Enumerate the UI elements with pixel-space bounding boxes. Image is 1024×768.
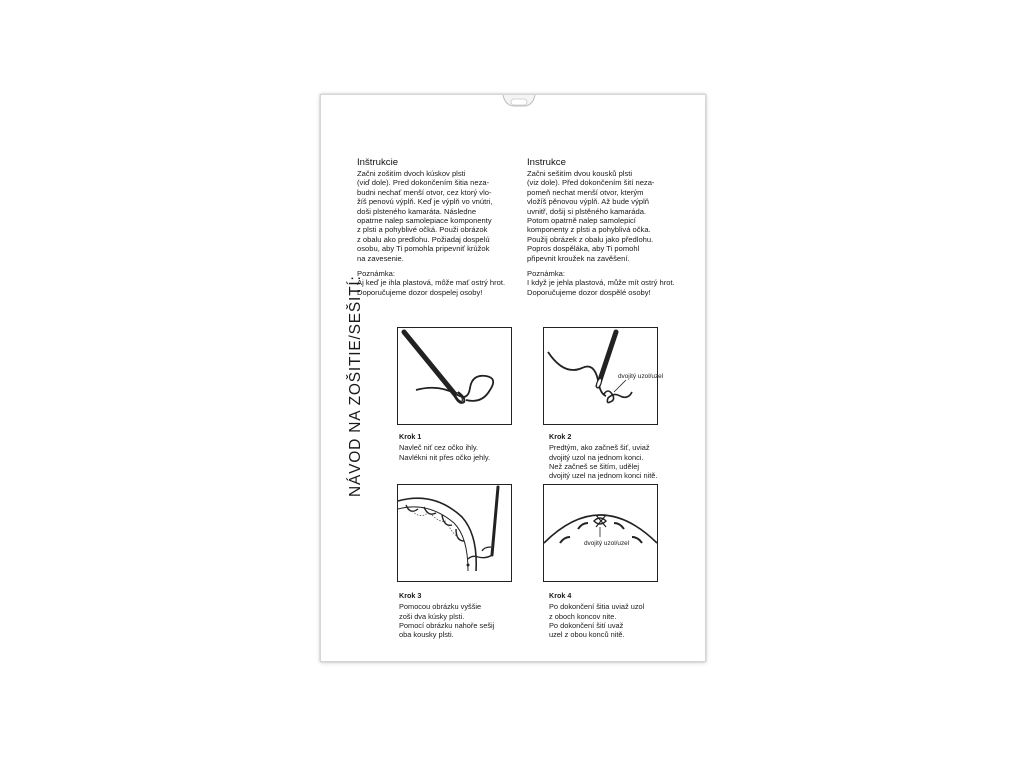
- instructions-body-sk: Začni zošitím dvoch kúskov plsti (viď dole). Pred dokončením šitia neza- budni nechať menší otvor, cez ktorý vlo- žíš penovú výplň. Keď je výplň vo vnútri, doši plsteného kamaráta. Následne opatrne nalep samolepiace komponenty z plsti a pohyblivé očká. Použi obrázok z obalu ako predlohu. Požiadaj dospelú osobu, aby Ti pomohla pripevniť krúžok na zavesenie.: [357, 169, 493, 263]
- instructions-czech: [527, 157, 687, 297]
- step-3-text: Pomocou obrázku vyššie zoši dva kúsky plsti. Pomocí obrázku nahoře sešij oba kousky plsti.: [399, 602, 495, 640]
- step-3-caption: [399, 591, 539, 639]
- step-2-text: Predtým, ako začneš šiť, uviaž dvojitý uzol na jednom konci. Než začneš se šitím, udělej dvojitý uzel na jednom konci nitě.: [549, 443, 658, 481]
- instruction-card: [320, 94, 706, 662]
- step-3-title: Krok 3: [399, 591, 422, 600]
- double-knot-icon: [544, 328, 664, 424]
- step-4-title: Krok 4: [549, 591, 572, 600]
- step-1-illustration: [397, 327, 512, 425]
- instructions-heading-sk: Inštrukcie: [357, 157, 399, 168]
- hang-hole-icon: [499, 95, 539, 117]
- step-4-illustration: [543, 484, 658, 582]
- side-title: NÁVOD NA ZOŠITIE/SEŠITÍ:: [347, 275, 364, 497]
- step-1-text: Navleč niť cez očko ihly. Navlékni nit přes očko jehly.: [399, 443, 491, 462]
- step-3-illustration: [397, 484, 512, 582]
- sewing-felt-icon: [398, 485, 511, 581]
- step-2-title: Krok 2: [549, 432, 572, 441]
- instructions-slovak: [357, 157, 517, 297]
- step-4-text: Po dokončení šitia uviaž uzol z oboch koncov nite. Po dokončení šití uvaž uzel z obou konců nitě.: [549, 602, 645, 640]
- note-cz: Poznámka: I když je jehla plastová, může mít ostrý hrot. Doporučujeme dozor dospělé osoby!: [527, 269, 675, 297]
- note-sk: Poznámka: Aj keď je ihla plastová, môže mať ostrý hrot. Doporučujeme dozor dospelej osoby!: [357, 269, 506, 297]
- step-2-caption: [549, 432, 689, 480]
- step-4-caption: [549, 591, 689, 639]
- needle-threading-icon: [398, 328, 511, 424]
- step-1-title: Krok 1: [399, 432, 422, 441]
- step-1-caption: [399, 432, 539, 462]
- instructions-body-cz: Začni sešitím dvou kousků plsti (viz dole). Před dokončením šití neza- pomeň nechat menší otvor, kterým vložíš pěnovou výplň. Až bude výplň uvnitř, došij si plstěného kamaráda. Potom opatrně nalep samolepicí komponenty z plsti a pohyblivá očka. Použij obrázek z obalu jako předlohu. Popros dospěláka, aby Ti pomohl připevnit kroužek na zavěšení.: [527, 169, 655, 263]
- step-2-illustration: [543, 327, 664, 425]
- knot-label-step-4: dvojitý uzol/uzel: [584, 540, 630, 547]
- knot-label-step-2: dvojitý uzol/uzel: [618, 373, 664, 380]
- instructions-heading-cz: Instrukce: [527, 157, 566, 168]
- finishing-knot-icon: [544, 485, 657, 581]
